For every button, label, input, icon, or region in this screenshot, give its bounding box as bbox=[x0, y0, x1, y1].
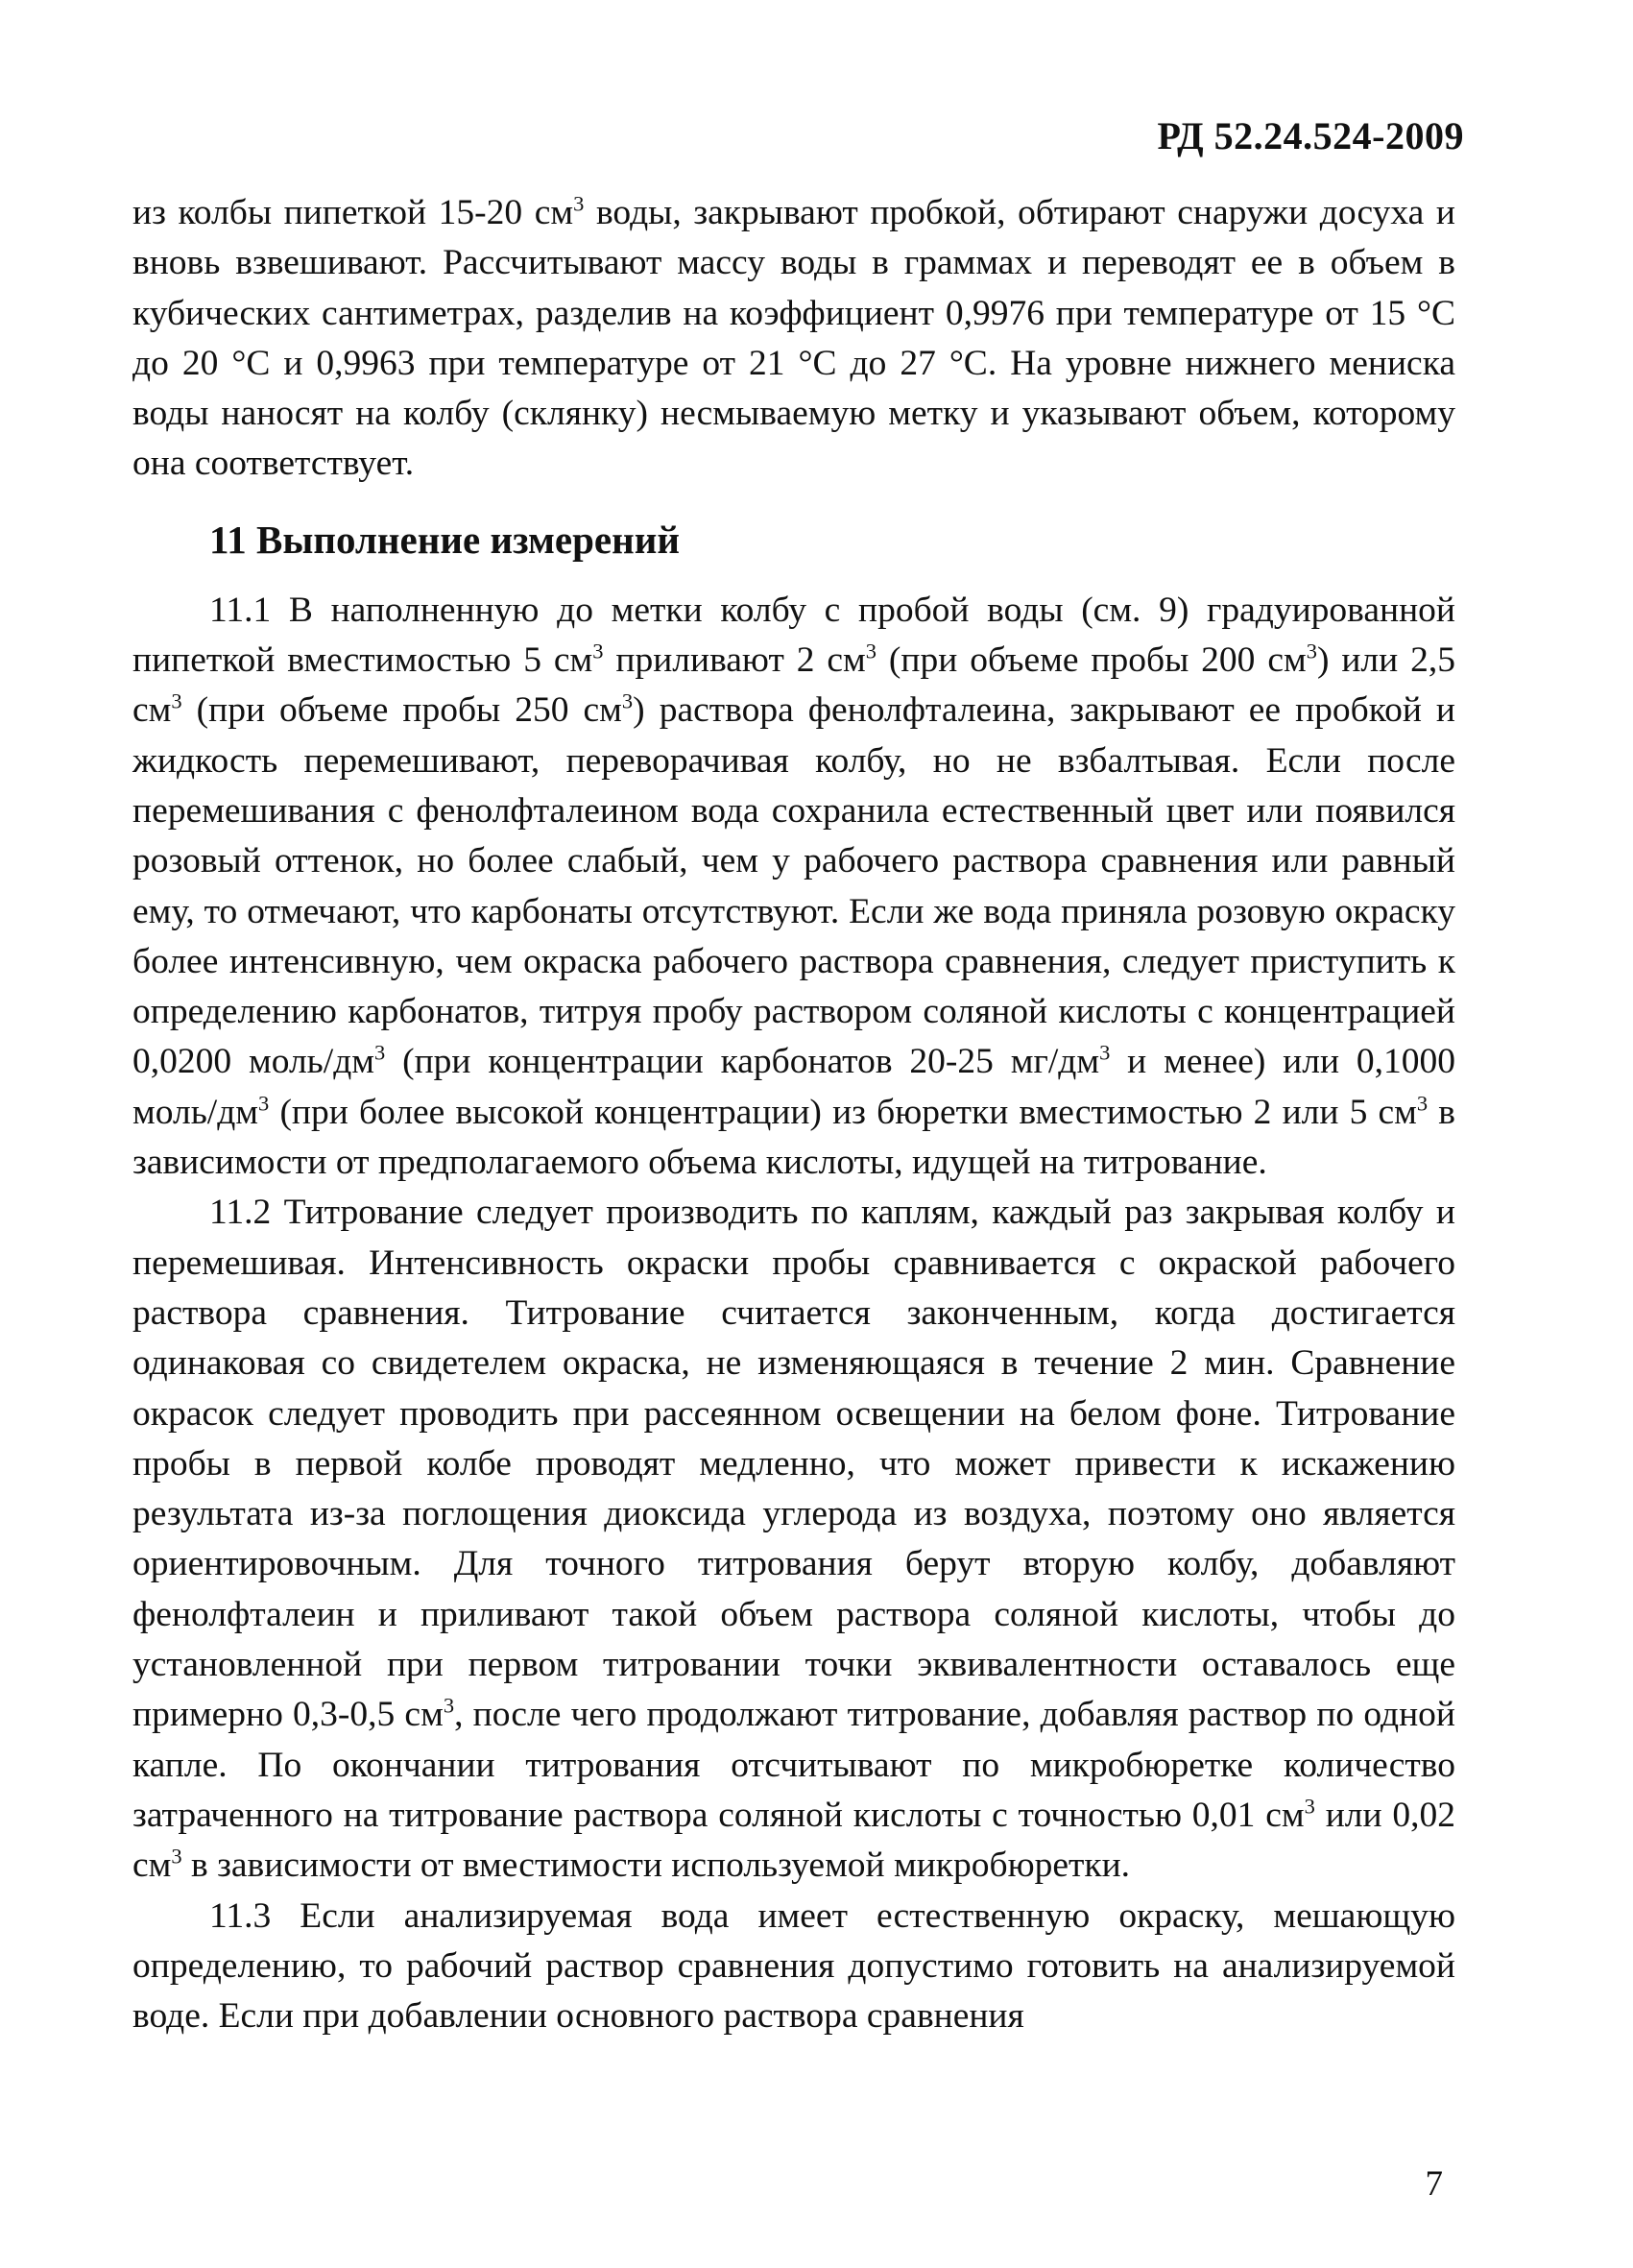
superscript: 3 bbox=[592, 639, 604, 664]
superscript: 3 bbox=[1304, 1794, 1315, 1819]
text-run: ) раствора фенолфталеина, закрывают ее пробкой и жидкость перемешивают, переворачивая колбу, но не взбалтывая. Если после перемешивания с фенолфталеином вода сохранила естественный цвет или появился розовый оттенок, но более слабый, чем у рабочего раствора сравнения или равный ему, то отмечают, что карбонаты отсутствуют. Если же вода приняла розовую окраску более интенсивную, чем окраска рабочего раствора сравнения, следует приступить к определению карбонатов, титруя пробу раствором соляной кислоты с концентрацией 0,0200 моль/дм bbox=[132, 690, 1455, 1082]
superscript: 3 bbox=[1306, 639, 1317, 664]
paragraph-11-1 bbox=[132, 586, 1455, 1189]
superscript: 3 bbox=[1416, 1091, 1429, 1116]
paragraph-11-2 bbox=[132, 1188, 1455, 1891]
superscript: 3 bbox=[573, 191, 585, 216]
text-run: ) или 2,5 см bbox=[132, 640, 1455, 731]
text-run: (при объеме пробы 250 см bbox=[181, 690, 622, 731]
text-run: , после чего продолжают титрование, добавляя раствор по одной капле. По окончании титрования отсчитывают по микробюретке количество затраченного на титрование раствора соляной кислоты с точностью 0,01 см bbox=[132, 1695, 1455, 1835]
paragraph-11-3 bbox=[132, 1892, 1455, 2042]
text-run: и менее) или 0,1000 моль/дм bbox=[132, 1042, 1456, 1132]
superscript: 3 bbox=[171, 1844, 182, 1869]
text-run: в зависимости от предполагаемого объема кислоты, идущей на титрование. bbox=[132, 1092, 1455, 1183]
text-run: (при концентрации карбонатов 20-25 мг/дм bbox=[385, 1042, 1100, 1082]
section-heading: 11 Выполнение измерений bbox=[209, 517, 680, 562]
document-code-header: РД 52.24.524-2009 bbox=[1157, 114, 1464, 157]
superscript: 3 bbox=[374, 1040, 386, 1065]
paragraph-continuation bbox=[132, 188, 1455, 490]
superscript: 3 bbox=[171, 688, 182, 713]
text-run: приливают 2 см bbox=[603, 640, 866, 681]
text-run: 11.3 Если анализируемая вода имеет естественную окраску, мешающую определению, то рабочий раствор сравнения допустимо готовить на анализируемой воде. Если при добавлении основного раствора сравнения bbox=[132, 1895, 1455, 2037]
text-run: или 0,02 см bbox=[132, 1795, 1455, 1886]
page-number: 7 bbox=[1425, 2164, 1443, 2204]
text-run: воды, закрывают пробкой, обтирают снаружи досуха и вновь взвешивают. Рассчитывают массу воды в граммах и переводят ее в объем в кубических сантиметрах, разделив на коэффициент 0,9976 при температуре от 15 °С до 20 °С и 0,9963 при температуре от 21 °С до 27 °С. На уровне нижнего мениска воды наносят на колбу (склянку) несмываемую метку и указывают объем, которому она соответствует. bbox=[132, 193, 1455, 484]
document-body bbox=[132, 188, 1455, 2041]
text-run: 11.2 Титрование следует производить по каплям, каждый раз закрывая колбу и перемешивая. Интенсивность окраски пробы сравнивается с окраской рабочего раствора сравнения. Титрование считается законченным, когда достигается одинаковая со свидетелем окраска, не изменяющаяся в течение 2 мин. Сравнение окрасок следует проводить при рассеянном освещении на белом фоне. Титрование пробы в первой колбе проводят медленно, что может привести к искажению результата из-за поглощения диоксида углерода из воздуха, поэтому оно является ориентировочным. Для точного титрования берут вторую колбу, добавляют фенолфталеин и приливают такой объем раствора соляной кислоты, чтобы до установленной при первом титровании точки эквивалентности оставалось еще примерно 0,3-0,5 см bbox=[132, 1193, 1455, 1735]
superscript: 3 bbox=[258, 1091, 270, 1116]
superscript: 3 bbox=[621, 688, 634, 713]
text-run: 11.1 В наполненную до метки колбу с пробой воды (см. 9) градуированной пипеткой вместимостью 5 см bbox=[132, 590, 1455, 681]
text-run: (при более высокой концентрации) из бюретки вместимостью 2 или 5 см bbox=[269, 1092, 1417, 1132]
text-run: из колбы пипеткой 15-20 см bbox=[132, 193, 574, 232]
superscript: 3 bbox=[1099, 1040, 1111, 1065]
superscript: 3 bbox=[443, 1693, 455, 1718]
text-run: (при объеме пробы 200 см bbox=[877, 640, 1307, 681]
text-run: в зависимости от вместимости используемой микробюретки. bbox=[181, 1846, 1131, 1886]
superscript: 3 bbox=[865, 639, 877, 664]
